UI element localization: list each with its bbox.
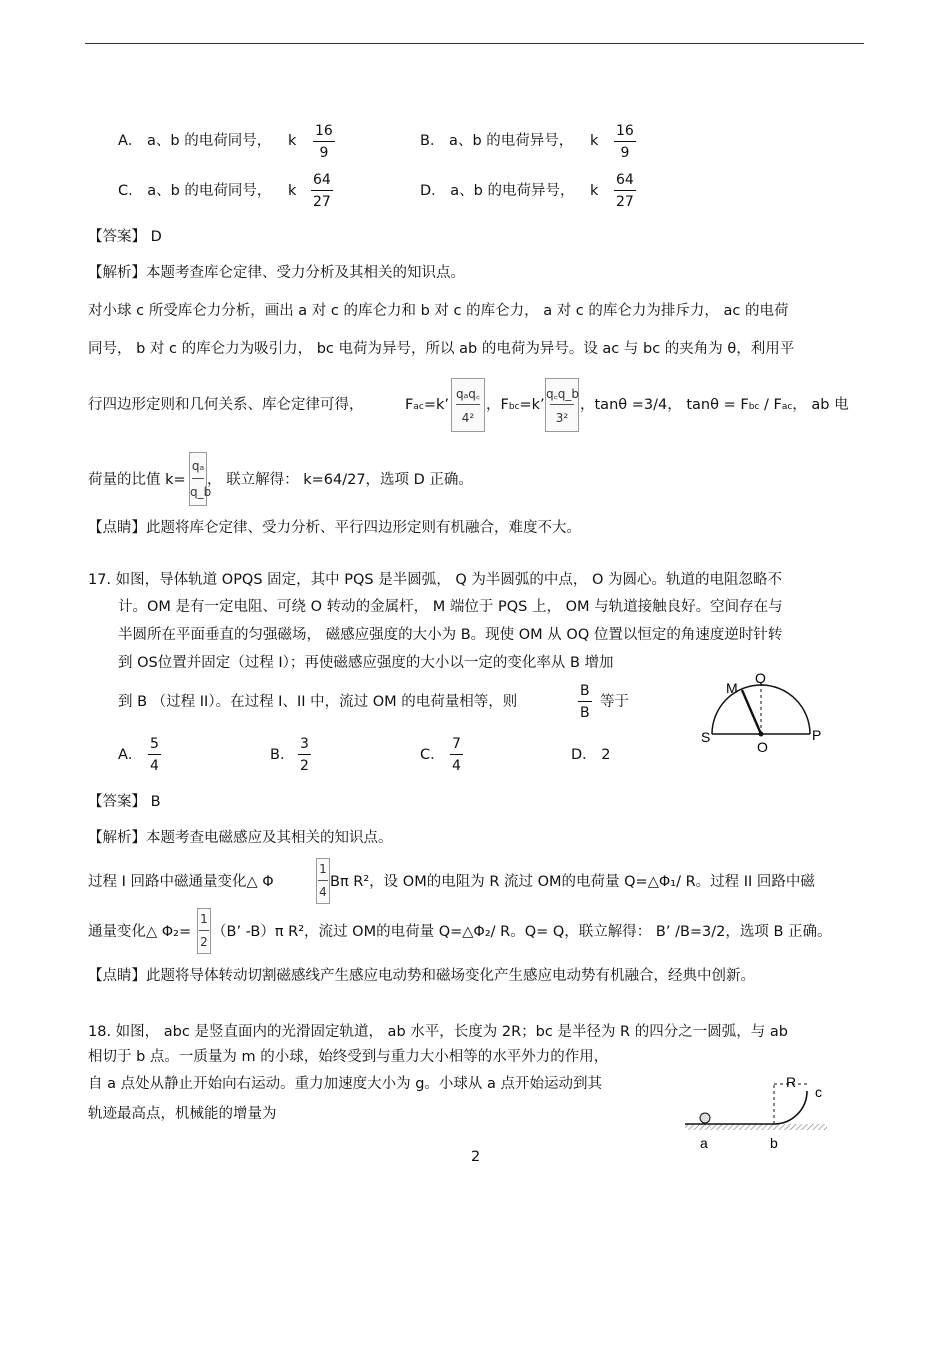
q17-frac-b: $\frac{3}{2}$ xyxy=(300,736,309,774)
q17-formula-image-2: 1 2 xyxy=(197,908,211,954)
q16-analysis-line1: 对小球 c 所受库仑力分析，画出 a 对 c 的库仑力和 b 对 c 的库仑力， a 对 c 的库仑力为排斥力， ac 的电荷 xyxy=(88,303,789,319)
q16-frac-d: $\frac{64}{27}$ xyxy=(616,172,634,210)
q18-stem-line2: 相切于 b 点。一质量为 m 的小球，始终受到与重力大小相等的水平外力的作用， xyxy=(88,1049,609,1065)
q16-formula-image-1: qₐq꜀ 4² xyxy=(451,378,485,432)
q16-analysis-line3: 行四边形定则和几何关系、库仑定律可得， xyxy=(88,397,364,413)
center-o xyxy=(759,732,764,737)
q16-analysis: 【解析】本题考查库仑定律、受力分析及其相关的知识点。 xyxy=(88,265,465,281)
q17-option-b: B． xyxy=(270,747,295,763)
rod-om xyxy=(742,690,761,734)
q18-stem-line1: 18. 如图， abc 是竖直面内的光滑固定轨道， ab 水平，长度为 2R；bc 是半径为 R 的四分之一圆弧，与 ab xyxy=(88,1024,788,1040)
q17-analysis-line2: 通量变化△ Φ₂= xyxy=(88,924,192,940)
q16-option-c: C． a、b 的电荷同号， xyxy=(118,183,272,199)
q17-stem-line2: 计。OM 是有一定电阻、可绕 O 转动的金属杆， M 端位于 PQS 上， OM 与轨道接触良好。空间存在与 xyxy=(118,599,783,615)
q18-stem-line3: 自 a 点处从静止开始向右运动。重力加速度大小为 g。小球从 a 点开始运动到其 xyxy=(88,1076,603,1092)
label-q: Q xyxy=(755,670,766,686)
q17-diagram xyxy=(695,668,835,758)
header-rule xyxy=(85,43,864,44)
q16-tan: ，tanθ =3/4， tanθ = Fbc / Fac， ab 电 xyxy=(580,397,849,413)
q17-option-c: C． xyxy=(420,747,445,763)
q17-formula-image-1: 1 4 xyxy=(316,858,330,904)
q17-analysis-line1: 过程 I 回路中磁通量变化△ Φ xyxy=(88,874,274,890)
label-m: M xyxy=(726,680,738,696)
q16-fbc: ，Fbc=k’ xyxy=(486,397,545,413)
label-c: c xyxy=(815,1084,822,1100)
label-b: b xyxy=(770,1135,778,1151)
q17-stem-line5-end: 等于 xyxy=(600,694,629,710)
track-arc-bc xyxy=(774,1091,807,1124)
q17-stem-line4: 到 OS位置并固定（过程 I）；再使磁感应强度的大小以一定的变化率从 B 增加 xyxy=(118,655,614,671)
ball-icon xyxy=(700,1113,710,1123)
q16-k: k xyxy=(590,183,599,199)
q17-ratio: $\frac{B}{B}$ xyxy=(580,683,590,721)
q17-option-d: D． 2 xyxy=(571,747,611,763)
page-number: 2 xyxy=(471,1149,481,1165)
q18-diagram xyxy=(680,1070,830,1155)
q17-frac-c: $\frac{7}{4}$ xyxy=(452,736,461,774)
ground-hatch xyxy=(685,1124,827,1130)
q16-option-d: D． a、b 的电荷异号， xyxy=(420,183,575,199)
q16-k: k xyxy=(288,133,297,149)
q16-option-b: B． a、b 的电荷异号， xyxy=(420,133,574,149)
q16-k: k xyxy=(590,133,599,149)
label-r: R xyxy=(786,1074,797,1090)
q17-option-a: A． xyxy=(118,747,143,763)
label-p: P xyxy=(812,727,822,743)
q17-frac-a: $\frac{5}{4}$ xyxy=(150,736,159,774)
q17-analysis-line1-rest: Bπ R²，设 OM的电阻为 R 流过 OM的电荷量 Q=△Φ₁/ R。过程 II 回路中磁 xyxy=(330,874,815,890)
q16-option-a: A． a、b 的电荷同号， xyxy=(118,133,272,149)
q17-comment: 【点睛】此题将导体转动切割磁感线产生感应电动势和磁场变化产生感应电动势有机融合，经典中创新。 xyxy=(88,968,755,984)
q16-analysis-line2: 同号， b 对 c 的库仑力为吸引力， bc 电荷为异号，所以 ab 的电荷为异号。设 ac 与 bc 的夹角为 θ，利用平 xyxy=(88,341,795,357)
q16-frac-c: $\frac{64}{27}$ xyxy=(313,172,331,210)
q17-answer: 【答案】 B xyxy=(88,794,161,810)
q16-comment: 【点睛】此题将库仑定律、受力分析、平行四边形定则有机融合，难度不大。 xyxy=(88,520,581,536)
q17-stem-line5: 到 B （过程 II）。在过程 I、II 中，流过 OM 的电荷量相等，则 xyxy=(118,694,518,710)
q16-k: k xyxy=(288,183,297,199)
q16-frac-b: $\frac{16}{9}$ xyxy=(616,123,634,161)
q16-formula-image-3: qₐ q_b xyxy=(189,452,207,506)
q16-fac: Fac=k’ xyxy=(405,397,449,413)
label-s: S xyxy=(701,729,711,745)
q17-analysis: 【解析】本题考查电磁感应及其相关的知识点。 xyxy=(88,830,393,846)
label-a: a xyxy=(700,1135,708,1151)
q16-frac-a: $\frac{16}{9}$ xyxy=(315,123,333,161)
q17-stem-line3: 半圆所在平面垂直的匀强磁场， 磁感应强度的大小为 B。现使 OM 从 OQ 位置以恒定的角速度逆时针转 xyxy=(118,627,783,643)
q16-result: ， 联立解得： k=64/27，选项 D 正确。 xyxy=(207,472,473,488)
q16-analysis-line4: 荷量的比值 k= xyxy=(88,472,186,488)
q17-analysis-line2-rest: （B’ -B）π R²，流过 OM的电荷量 Q=△Φ₂/ R。Q= Q，联立解得： B’ /B=3/2，选项 B 正确。 xyxy=(212,924,832,940)
q16-formula-image-2: q꜀q_b 3² xyxy=(545,378,579,432)
label-o: O xyxy=(757,739,768,755)
q17-stem-line1: 17. 如图，导体轨道 OPQS 固定，其中 PQS 是半圆弧， Q 为半圆弧的中点， O 为圆心。轨道的电阻忽略不 xyxy=(88,572,782,588)
q18-stem-line4: 轨迹最高点，机械能的增量为 xyxy=(88,1106,277,1122)
q16-answer: 【答案】 D xyxy=(88,229,162,245)
